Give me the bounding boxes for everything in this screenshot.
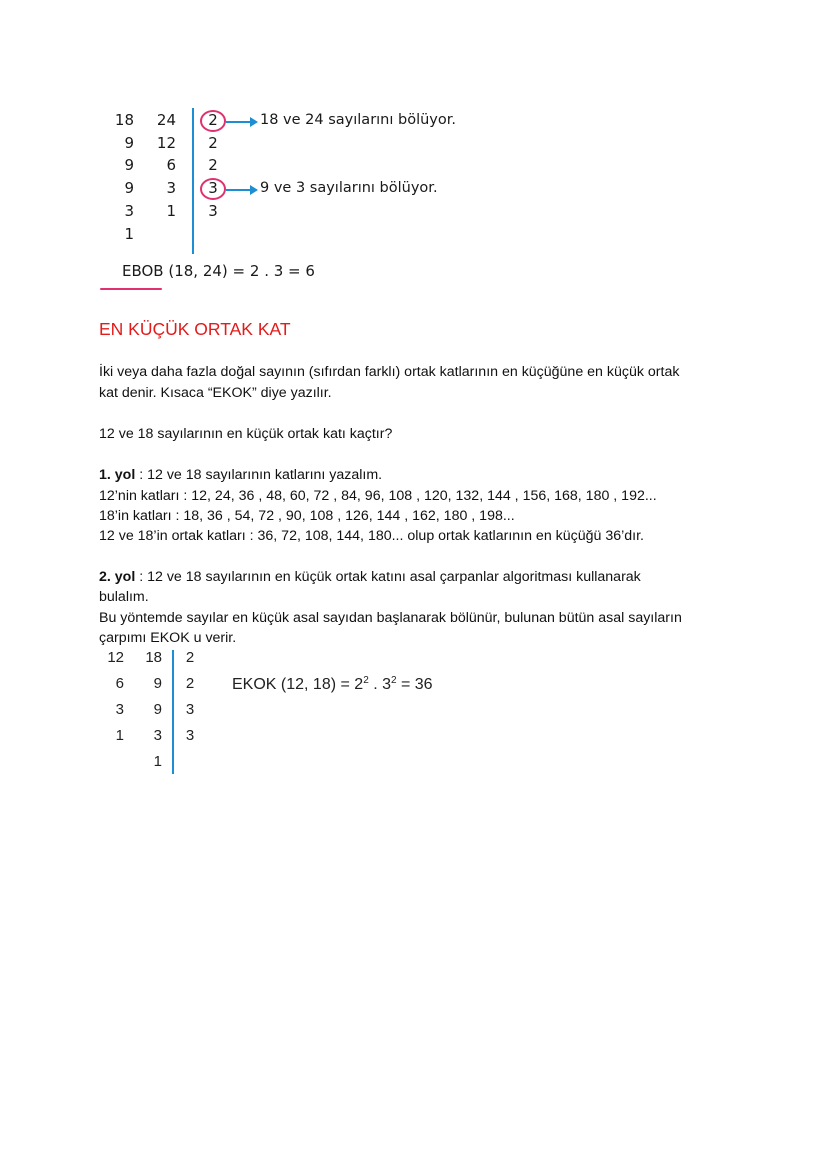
ebob-division-ladder	[110, 108, 530, 288]
ekok-exponent-2: 2	[390, 675, 397, 686]
ekok-exponent-1: 2	[363, 675, 369, 686]
ekok-formula-prefix: EKOK (12, 18) = 2	[232, 676, 364, 693]
ebob-cell: 6	[166, 156, 176, 174]
ebob-divisor: 2	[208, 111, 218, 129]
ekok-divisor: 3	[185, 701, 195, 718]
common-multiples: 12 ve 18’in ortak katları : 36, 72, 108, 144, 180... olup ortak katlarının en küçüğü 36’dır.	[99, 528, 644, 544]
ebob-divisor: 3	[208, 202, 218, 220]
ekok-cell: 18	[145, 649, 162, 666]
ebob-note-2: 9 ve 3 sayılarını bölüyor.	[260, 180, 438, 196]
ebob-formula: EBOB (18, 24) = 2 . 3 = 6	[122, 262, 315, 280]
ebob-cell: 12	[156, 134, 176, 152]
ekok-formula-suffix: = 36	[396, 676, 433, 693]
yol1-intro	[99, 465, 382, 486]
division-bar	[192, 108, 194, 254]
yol2-line-2: Bu yöntemde sayılar en küçük asal sayıdan başlanarak bölünür, bulunan bütün asal sayıların	[99, 610, 682, 626]
ekok-divisor: 3	[185, 727, 195, 744]
yol2-line-3: çarpımı EKOK u verir.	[99, 630, 237, 646]
highlight-circle	[200, 110, 226, 132]
ebob-cell: 9	[124, 134, 134, 152]
ekok-cell: 1	[115, 727, 124, 744]
ebob-cell: 9	[124, 156, 134, 174]
ekok-cell: 1	[153, 753, 162, 770]
ekok-divisor: 2	[185, 675, 195, 692]
ekok-formula	[232, 675, 433, 694]
ebob-divisor: 2	[208, 134, 218, 152]
yol2-line-1: bulalım.	[99, 589, 149, 605]
yol1-intro-text: : 12 ve 18 sayılarının katlarını yazalım.	[135, 467, 383, 483]
ebob-cell: 1	[166, 202, 176, 220]
ebob-cell: 9	[124, 179, 134, 197]
ekok-cell: 9	[153, 701, 162, 718]
ebob-divisor: 2	[208, 156, 218, 174]
ebob-cell: 24	[156, 111, 176, 129]
question: 12 ve 18 sayılarının en küçük ortak katı kaçtır?	[99, 426, 393, 442]
yol2-intro-text: : 12 ve 18 sayılarının en küçük ortak katını asal çarpanlar algoritması kullanarak	[135, 569, 641, 585]
arrow-icon	[226, 189, 256, 191]
multiples-of-12: 12’nin katları : 12, 24, 36 , 48, 60, 72 , 84, 96, 108 , 120, 132, 144 , 156, 168, 180 , 192...	[99, 488, 657, 504]
ebob-cell: 1	[124, 225, 134, 243]
ekok-cell: 3	[153, 727, 162, 744]
division-bar	[172, 650, 174, 774]
ebob-cell: 3	[166, 179, 176, 197]
ekok-division-ladder	[100, 648, 500, 778]
arrow-icon	[226, 121, 256, 123]
ekok-formula-mid: . 3	[368, 676, 391, 693]
yol2-label: 2. yol	[99, 569, 136, 585]
ebob-note-1: 18 ve 24 sayılarını bölüyor.	[260, 112, 456, 128]
yol1-label: 1. yol	[99, 467, 136, 483]
ebob-cell: 3	[124, 202, 134, 220]
ekok-cell: 6	[115, 675, 124, 692]
ekok-divisor: 2	[185, 649, 195, 666]
multiples-of-18: 18’in katları : 18, 36 , 54, 72 , 90, 108 , 126, 144 , 162, 180 , 198...	[99, 508, 515, 524]
ekok-cell: 9	[153, 675, 162, 692]
ebob-cell: 18	[114, 111, 134, 129]
definition-line-1: İki veya daha fazla doğal sayının (sıfırdan farklı) ortak katlarının en küçüğüne en küçük ortak	[99, 364, 680, 380]
definition-line-2: kat denir. Kısaca “EKOK” diye yazılır.	[99, 385, 332, 401]
ekok-cell: 3	[115, 701, 124, 718]
highlight-circle	[200, 178, 226, 200]
section-heading: EN KÜÇÜK ORTAK KAT	[99, 319, 291, 339]
yol2-intro	[99, 567, 641, 588]
ekok-cell: 12	[107, 649, 124, 666]
ebob-divisor: 3	[208, 179, 218, 197]
pink-underline	[100, 288, 162, 290]
